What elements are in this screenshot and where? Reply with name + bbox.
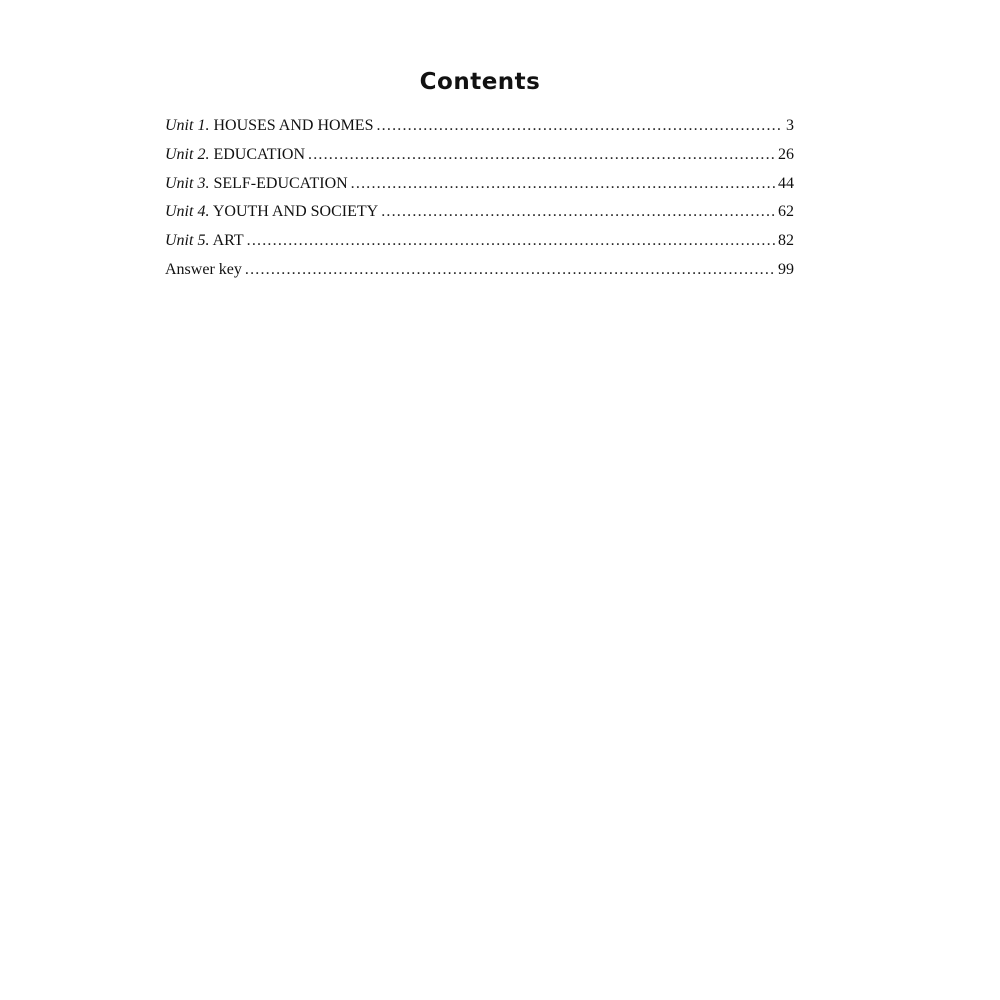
- toc-entry-label: Answer key: [165, 260, 242, 278]
- toc-entry-unit-4: [165, 198, 794, 227]
- unit-number: Unit 2.: [165, 145, 210, 163]
- toc-entry-label: [165, 227, 244, 256]
- unit-number: Unit 3.: [165, 174, 210, 192]
- page-number: 3: [786, 117, 794, 134]
- dot-leader: [381, 198, 775, 227]
- unit-title: EDUCATION: [213, 145, 305, 163]
- dot-leader: [247, 227, 775, 256]
- toc-entry-unit-1: [165, 112, 794, 141]
- page-number: 44: [778, 174, 794, 192]
- toc-entry-label: [165, 198, 378, 227]
- toc-entry-label: [165, 112, 373, 141]
- unit-title: SELF-EDUCATION: [213, 174, 348, 192]
- unit-title: ART: [212, 232, 244, 250]
- dot-leader: [245, 256, 775, 285]
- toc-entry-label: [165, 170, 348, 199]
- page-number: 82: [778, 232, 794, 250]
- toc-entry-answer-key: [165, 256, 794, 285]
- unit-number: Unit 1.: [165, 117, 210, 134]
- page-title: Contents: [419, 69, 541, 95]
- dot-leader: [308, 141, 775, 170]
- page-number: 62: [778, 203, 794, 221]
- unit-number: Unit 4.: [165, 203, 210, 221]
- unit-number: Unit 5.: [165, 232, 210, 250]
- table-of-contents: [165, 112, 794, 285]
- dot-leader: [376, 112, 783, 141]
- toc-entry-unit-3: [165, 170, 794, 199]
- dot-leader: [351, 170, 775, 199]
- page-number: 26: [778, 145, 794, 163]
- toc-entry-unit-2: [165, 141, 794, 170]
- unit-title: HOUSES AND HOMES: [213, 117, 374, 134]
- page-number: 99: [778, 260, 794, 278]
- toc-entry-label: [165, 141, 305, 170]
- toc-entry-unit-5: [165, 227, 794, 256]
- unit-title: YOUTH AND SOCIETY: [212, 203, 379, 221]
